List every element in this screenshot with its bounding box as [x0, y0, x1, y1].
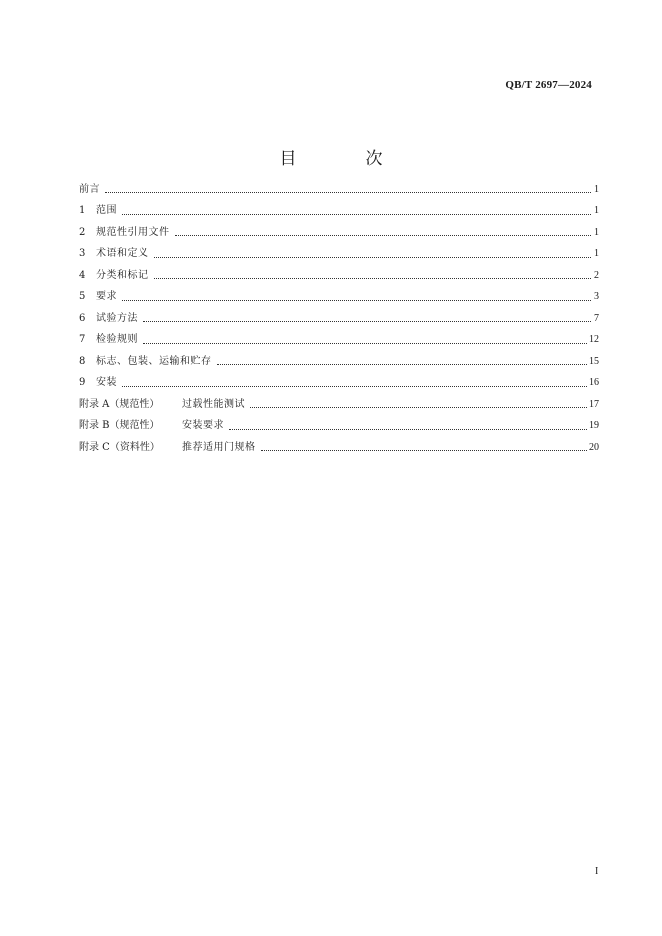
toc-entry-text: 术语和定义 — [96, 248, 149, 260]
toc-entry-terms-definitions[interactable] — [79, 244, 599, 266]
toc-entry-text: 安装要求 — [182, 420, 224, 432]
toc-entry-marking-packaging[interactable] — [79, 351, 599, 373]
toc-leader-dots — [175, 227, 592, 236]
toc-entry-text: 过载性能测试 — [182, 398, 245, 410]
toc-entry-normative-references[interactable] — [79, 222, 599, 244]
toc-entry-number: 4 — [79, 269, 86, 281]
toc-entry-test-methods[interactable] — [79, 308, 599, 330]
toc-entry-page: 20 — [589, 441, 599, 453]
toc-entry-text: 要求 — [96, 291, 117, 303]
toc-entry-number: 6 — [79, 312, 86, 324]
toc-entry-page: 1 — [594, 183, 599, 195]
page-folio: I — [595, 866, 599, 877]
toc-entry-annex-c[interactable] — [79, 437, 599, 459]
toc-entry-text: 试验方法 — [96, 312, 138, 324]
toc-annex-label: 附录 C（资料性） — [79, 441, 160, 453]
toc-entry-page: 16 — [589, 377, 599, 389]
toc-leader-dots — [143, 335, 587, 344]
toc-entry-page: 2 — [594, 269, 599, 281]
toc-leader-dots — [250, 399, 587, 408]
toc-entry-page: 1 — [594, 248, 599, 260]
toc-entry-annex-a[interactable] — [79, 394, 599, 416]
toc-entry-page: 3 — [594, 291, 599, 303]
toc-leader-dots — [217, 356, 588, 365]
toc-annex-label: 附录 A（规范性） — [79, 398, 160, 410]
toc-entry-text: 规范性引用文件 — [96, 226, 170, 238]
toc-entry-text: 安装 — [96, 377, 117, 389]
toc-entry-number: 5 — [79, 291, 86, 303]
toc-entry-text: 前言 — [79, 183, 100, 195]
toc-entry-installation[interactable] — [79, 373, 599, 395]
toc-leader-dots — [154, 270, 592, 279]
toc-entry-number: 9 — [79, 377, 86, 389]
toc-list — [79, 179, 599, 459]
toc-entry-text: 分类和标记 — [96, 269, 149, 281]
toc-entry-page: 7 — [594, 312, 599, 324]
toc-entry-page: 19 — [589, 420, 599, 432]
toc-annex-label: 附录 B（规范性） — [79, 420, 160, 432]
toc-entry-inspection-rules[interactable] — [79, 330, 599, 352]
toc-entry-classification-marking[interactable] — [79, 265, 599, 287]
toc-entry-number: 7 — [79, 334, 86, 346]
toc-entry-text: 范围 — [96, 205, 117, 217]
toc-leader-dots — [122, 292, 591, 301]
toc-entry-page: 1 — [594, 226, 599, 238]
toc-leader-dots — [154, 249, 592, 258]
toc-leader-dots — [143, 313, 591, 322]
toc-leader-dots — [122, 206, 591, 215]
toc-entry-page: 17 — [589, 398, 599, 410]
toc-leader-dots — [261, 442, 588, 451]
toc-entry-number: 8 — [79, 355, 86, 367]
standard-number: QB/T 2697—2024 — [505, 79, 592, 91]
toc-leader-dots — [105, 184, 591, 193]
toc-entry-page: 1 — [594, 205, 599, 217]
toc-entry-text: 推荐适用门规格 — [182, 441, 256, 453]
toc-entry-scope[interactable] — [79, 201, 599, 223]
toc-entry-annex-b[interactable] — [79, 416, 599, 438]
toc-leader-dots — [229, 421, 587, 430]
toc-leader-dots — [122, 378, 587, 387]
toc-entry-requirements[interactable] — [79, 287, 599, 309]
toc-entry-number: 2 — [79, 226, 86, 238]
toc-entry-number: 3 — [79, 248, 86, 260]
toc-entry-text: 标志、包装、运输和贮存 — [96, 355, 212, 367]
toc-entry-page: 15 — [589, 355, 599, 367]
toc-entry-number: 1 — [79, 205, 86, 217]
toc-entry-text: 检验规则 — [96, 334, 138, 346]
toc-entry-page: 12 — [589, 334, 599, 346]
toc-entry-foreword[interactable] — [79, 179, 599, 201]
toc-title: 目 次 — [279, 149, 409, 169]
